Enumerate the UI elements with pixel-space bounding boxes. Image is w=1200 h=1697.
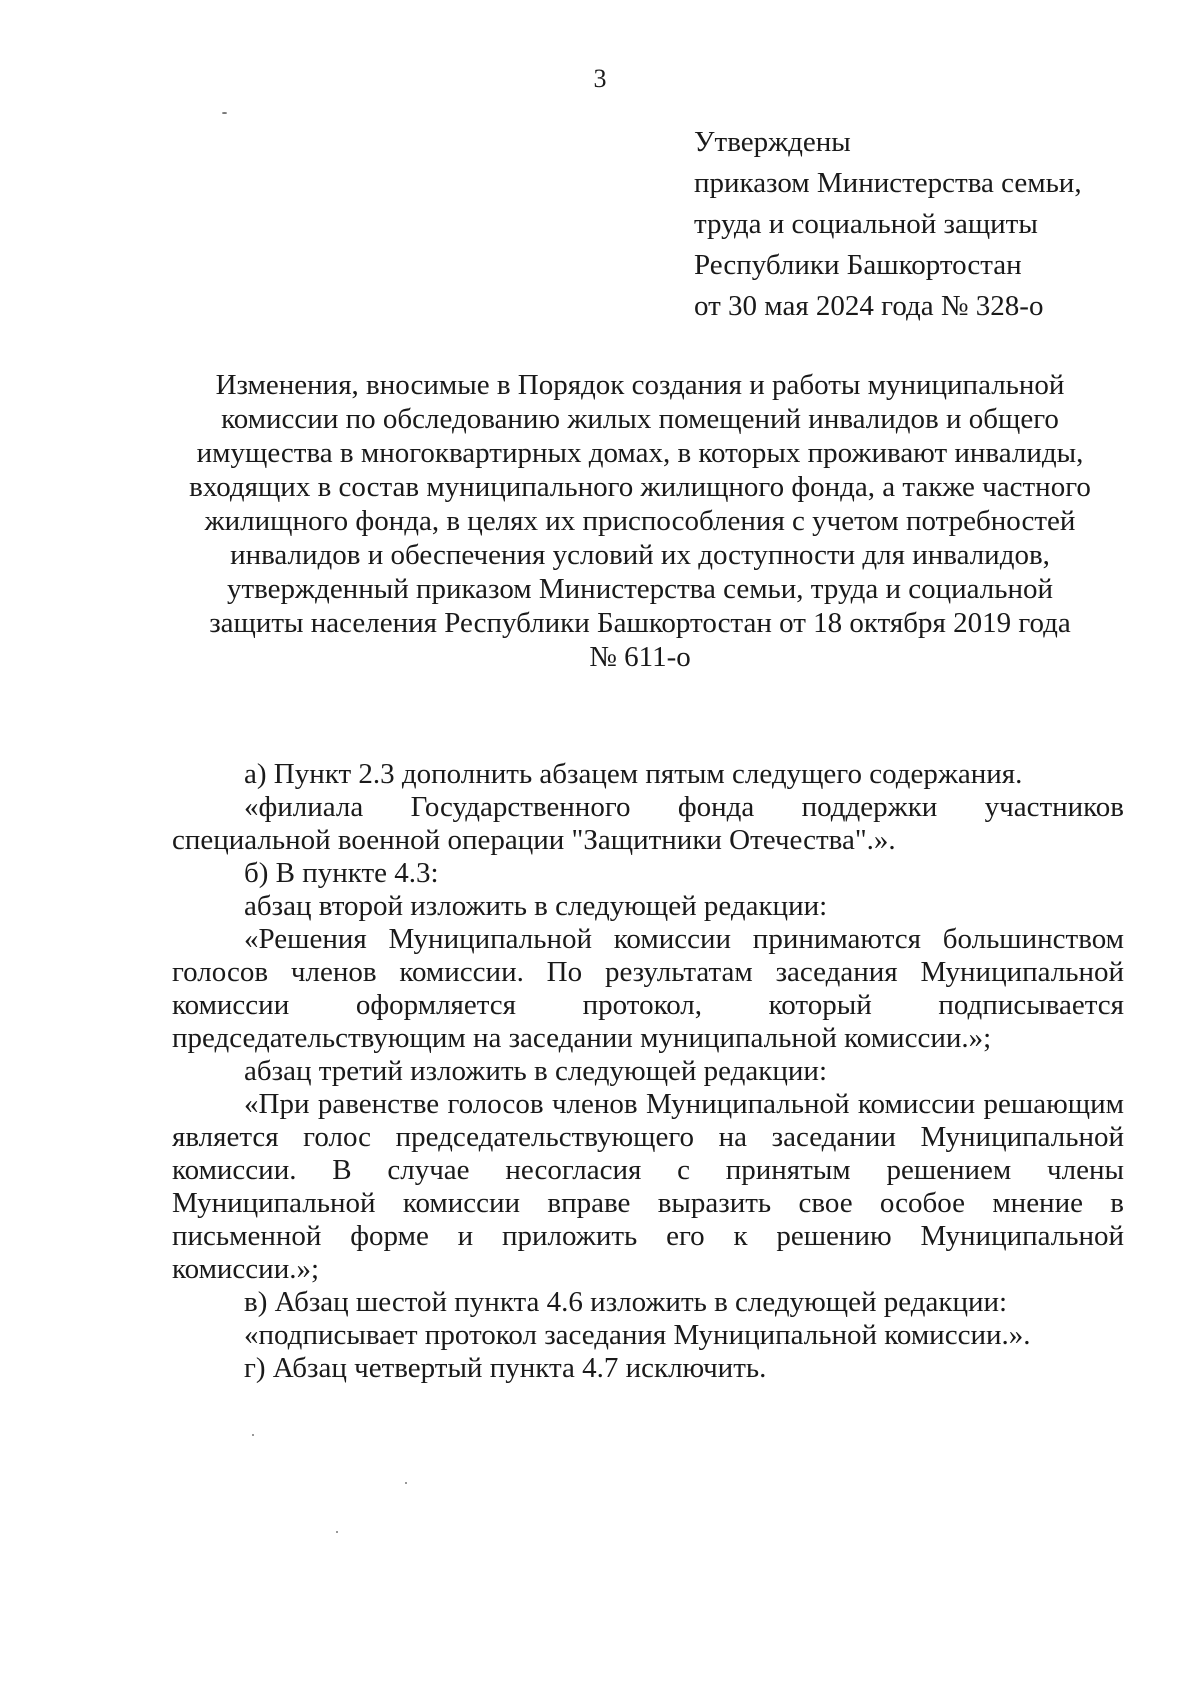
approval-line: приказом Министерства семьи,: [694, 167, 1082, 199]
approval-block: [694, 122, 1174, 327]
title-line: инвалидов и обеспечения условий их доступности для инвалидов,: [230, 539, 1050, 571]
scan-speck: [336, 1531, 338, 1533]
scan-speck: [405, 1482, 407, 1484]
body-paragraph: г) Абзац четвертый пункта 4.7 исключить.: [244, 1352, 767, 1384]
body-paragraph: в) Абзац шестой пункта 4.6 изложить в следующей редакции:: [244, 1286, 1008, 1318]
body-paragraph: абзац третий изложить в следующей редакции:: [244, 1055, 828, 1087]
approval-line: Республики Башкортостан: [694, 249, 1022, 281]
body-paragraph: абзац второй изложить в следующей редакции:: [244, 890, 828, 922]
title-line: комиссии по обследованию жилых помещений инвалидов и общего: [221, 403, 1059, 435]
scan-speck: [222, 112, 227, 114]
title-line: защиты населения Республики Башкортостан от 18 октября 2019 года: [209, 607, 1071, 639]
body-paragraph: «Решения Муниципальной комиссии принимаются большинством голосов членов комиссии. По результатам заседания Муниципальной комиссии оформляется протокол, который подписывается председательствующим на заседании муниципальной комиссии.»;: [172, 923, 1124, 1054]
title-line: утвержденный приказом Министерства семьи, труда и социальной: [226, 573, 1054, 605]
body-paragraph: а) Пункт 2.3 дополнить абзацем пятым следущего содержания.: [244, 758, 1023, 790]
approval-line: от 30 мая 2024 года № 328-о: [694, 290, 1044, 322]
body-paragraph: «При равенстве голосов членов Муниципальной комиссии решающим является голос председательствующего на заседании Муниципальной комиссии. В случае несогласия с принятым решением члены Муниципальной комиссии вправе выразить свое особое мнение в письменной форме и приложить его к решению Муниципальной комиссии.»;: [172, 1088, 1124, 1285]
title-line: входящих в состав муниципального жилищного фонда, а также частного: [189, 471, 1091, 503]
title-line: № 611-о: [589, 641, 691, 673]
title-line: жилищного фонда, в целях их приспособления с учетом потребностей: [204, 505, 1076, 537]
body-paragraph: «подписывает протокол заседания Муниципальной комиссии.».: [244, 1319, 1031, 1351]
page-number: 3: [593, 64, 607, 93]
title-line: Изменения, вносимые в Порядок создания и работы муниципальной: [215, 369, 1065, 401]
body-paragraph: б) В пункте 4.3:: [244, 857, 439, 889]
body-paragraph: «филиала Государственного фонда поддержки участников специальной военной операции "Защитники Отечества".».: [172, 791, 1124, 856]
scan-speck: [252, 1434, 254, 1436]
document-body: [172, 758, 1124, 1385]
document-title: [160, 368, 1120, 674]
approval-line: труда и социальной защиты: [694, 208, 1038, 240]
title-line: имущества в многоквартирных домах, в которых проживают инвалиды,: [196, 437, 1084, 469]
approval-line: Утверждены: [694, 126, 851, 158]
